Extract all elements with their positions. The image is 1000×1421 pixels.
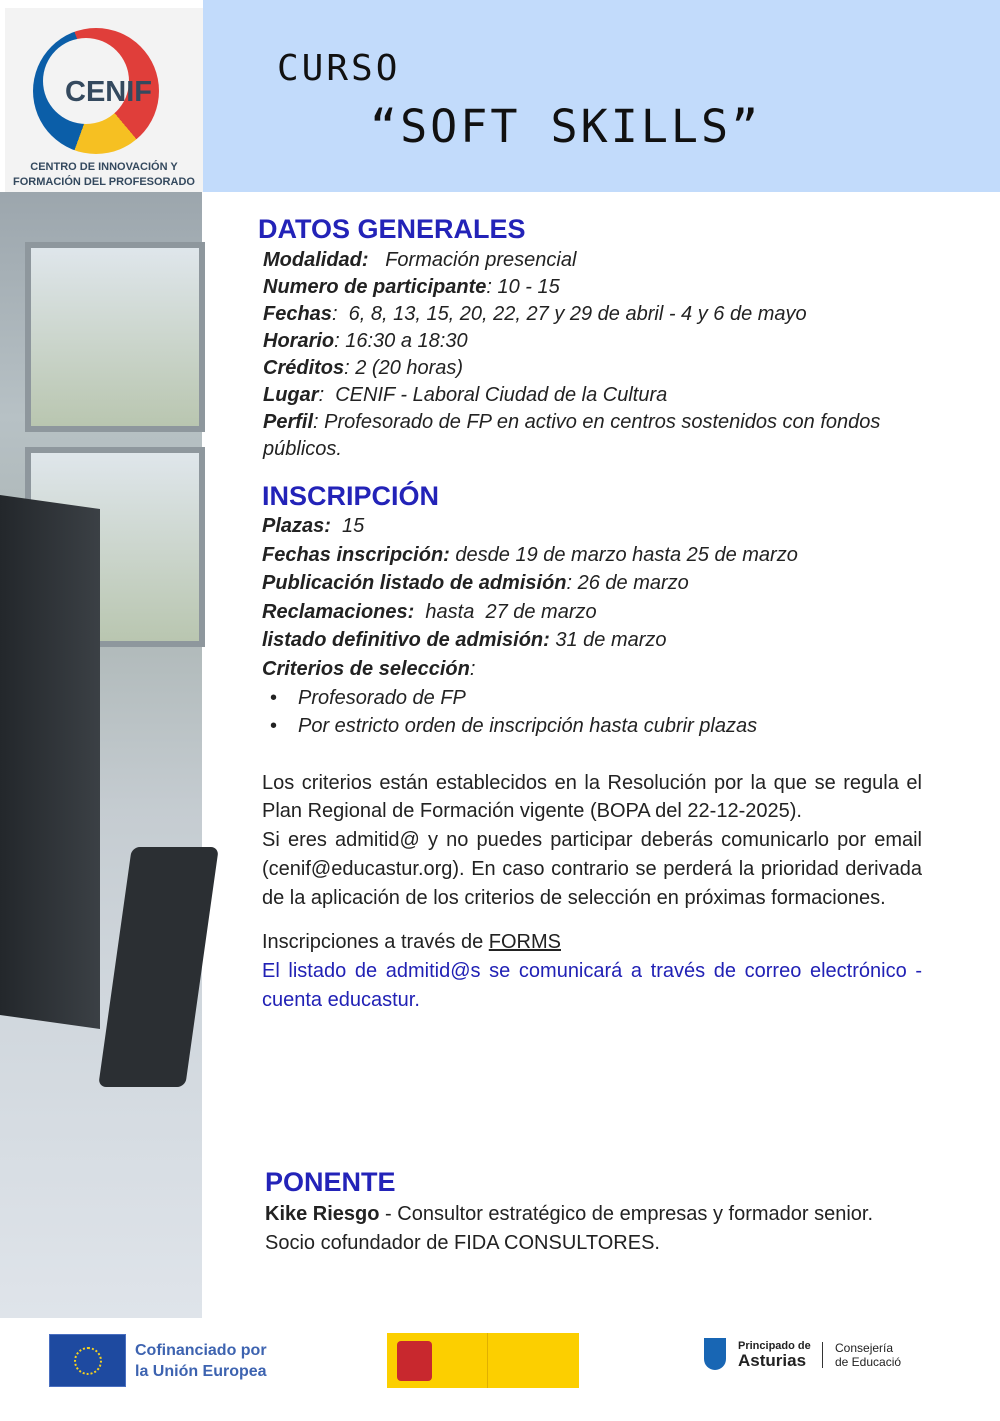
info-row (263, 382, 918, 409)
forms-link[interactable]: FORMS (488, 931, 561, 954)
keyboard-image (98, 847, 219, 1087)
speaker-name: Kike Riesgo (265, 1203, 380, 1225)
info-row (262, 626, 922, 655)
info-row (262, 569, 922, 598)
section-heading: INSCRIPCIÓN (262, 481, 440, 511)
info-row (263, 355, 918, 382)
criterios-list (262, 684, 922, 741)
info-label: Plazas: (262, 515, 331, 537)
info-value: 31 de marzo (549, 629, 667, 652)
admission-paragraph: Si eres admitid@ y no puedes participar deberás comunicarlo por email (cenif@educastur.org). En caso contrario se perderá la prioridad derivada de la aplicación de los criterios de selección en próximas formaciones. (262, 829, 922, 909)
info-value: : (469, 657, 476, 680)
info-value: : 6, 8, 13, 15, 20, 22, 27 y 29 de abril - 4 y 6 de mayo (331, 303, 807, 325)
info-value: Formación presencial (368, 249, 577, 271)
info-value: hasta 27 de marzo (414, 600, 597, 623)
section-heading: PONENTE (265, 1167, 396, 1197)
info-row (263, 328, 918, 355)
logo-subtitle: CENTRO DE INNOVACIÓN Y FORMACIÓN DEL PROFESORADO (13, 161, 195, 188)
info-row (262, 655, 922, 684)
info-value: : 26 de marzo (566, 572, 689, 595)
info-value: : 10 - 15 (486, 276, 560, 298)
info-row (263, 247, 918, 274)
info-row (262, 512, 922, 541)
coat-of-arms-icon (397, 1341, 432, 1381)
info-row (262, 541, 922, 570)
info-label: Perfil (263, 411, 314, 433)
office-photo (0, 192, 202, 1318)
info-label: listado definitivo de admisión: (262, 629, 550, 652)
info-value: : Profesorado de FP en activo en centros sostenidos con fondos públicos. (263, 411, 886, 460)
speaker-description: - Consultor estratégico de empresas y formador senior. Socio cofundador de FIDA CONSULTORES. (265, 1203, 874, 1254)
ponente-section (265, 1167, 925, 1257)
header-band (203, 0, 1000, 192)
info-label: Horario (263, 330, 335, 352)
asturias-shield-icon (704, 1338, 726, 1370)
eu-cofunding-text: Cofinanciado por la Unión Europea (135, 1342, 267, 1380)
list-item: • Por estricto orden de inscripción hasta cubrir plazas (262, 712, 922, 741)
logo-text: CENIF (65, 76, 152, 108)
monitor-image (0, 495, 100, 1029)
cenif-logo (5, 8, 203, 192)
title-curso: CURSO (277, 48, 401, 89)
info-label: Lugar (263, 384, 319, 406)
info-value: : 16:30 a 18:30 (334, 330, 468, 352)
inscripcion-section (262, 481, 922, 1014)
section-heading: DATOS GENERALES (258, 214, 526, 244)
info-row (263, 301, 918, 328)
title-course-name: “SOFT SKILLS” (370, 100, 762, 153)
info-label: Reclamaciones: (262, 600, 415, 623)
eu-stars-icon (74, 1347, 102, 1375)
info-value: desde 19 de marzo hasta 25 de marzo (449, 543, 798, 566)
info-value: : 2 (20 horas) (344, 357, 464, 379)
criteria-paragraph: Los criterios están establecidos en la Resolución por la que se regula el Plan Regional de Formación vigente (BOPA del 22-12-2025). (262, 771, 922, 823)
list-item: • Profesorado de FP (262, 684, 922, 713)
info-row (263, 409, 918, 463)
info-row (262, 598, 922, 627)
info-label: Fechas (263, 303, 332, 325)
info-label: Fechas inscripción: (262, 543, 450, 566)
info-row (263, 274, 918, 301)
spain-government-logo (387, 1333, 579, 1388)
info-value: 15 (330, 515, 365, 537)
datos-generales-section (258, 214, 918, 463)
info-label: Créditos (263, 357, 345, 379)
listado-note: El listado de admitid@s se comunicará a través de correo electrónico - cuenta educastur. (262, 959, 922, 1011)
eu-flag-logo (49, 1334, 126, 1387)
info-label: Publicación listado de admisión (262, 572, 567, 595)
info-label: Modalidad: (263, 249, 369, 271)
info-label: Numero de participante (263, 276, 487, 298)
info-label: Criterios de selección (262, 657, 470, 680)
info-value: : CENIF - Laboral Ciudad de la Cultura (318, 384, 668, 406)
forms-line: Inscripciones a través de FORMS (262, 931, 561, 954)
